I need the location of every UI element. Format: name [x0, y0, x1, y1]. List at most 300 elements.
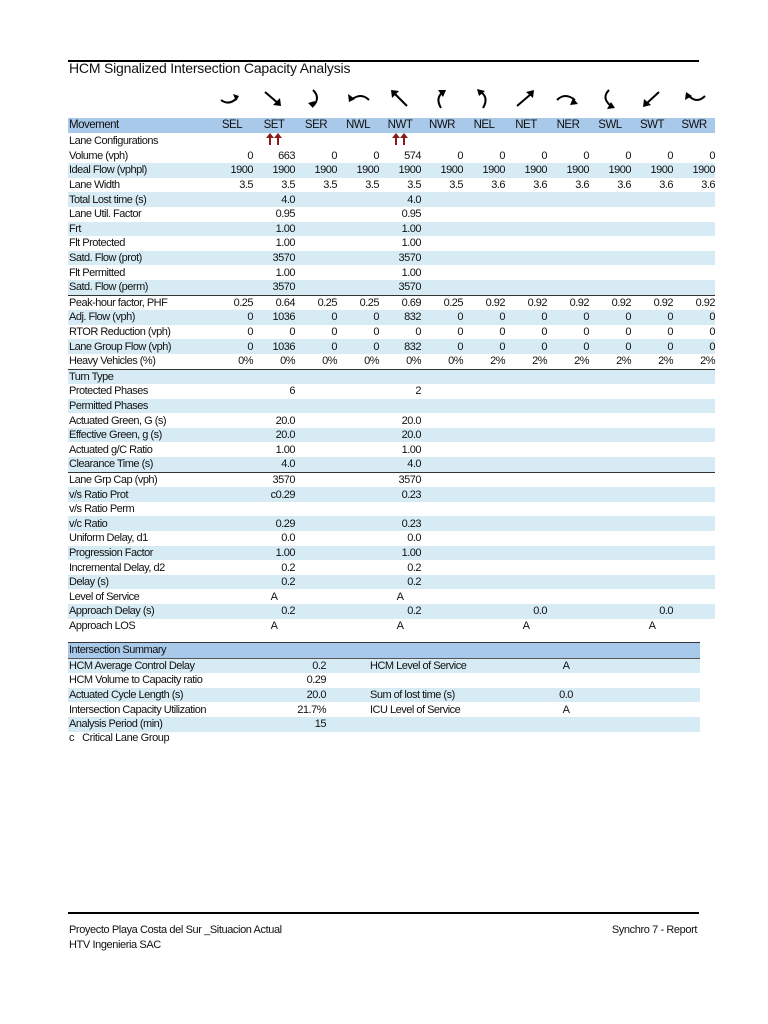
row-label: Incremental Delay, d2	[69, 561, 165, 574]
row-value	[337, 546, 379, 561]
movement-icons-row	[0, 86, 768, 114]
row-value	[673, 546, 715, 561]
table-row	[68, 207, 715, 222]
row-value: 4.0	[253, 457, 295, 472]
row-value	[211, 472, 253, 487]
summary-value: 21.7%	[297, 703, 326, 716]
row-value: 0	[547, 310, 589, 325]
row-value: 0	[247, 149, 253, 162]
row-value: 0	[547, 339, 589, 354]
row-value	[211, 502, 253, 517]
row-value: 1900	[253, 163, 295, 178]
row-value	[673, 280, 715, 295]
row-value	[295, 619, 337, 634]
summary-row	[68, 702, 700, 717]
table-row	[68, 487, 715, 502]
row-value	[337, 384, 379, 399]
row-value	[463, 369, 505, 384]
row-value	[337, 207, 379, 222]
row-value	[631, 265, 673, 280]
page-title: HCM Signalized Intersection Capacity Analysis	[69, 60, 351, 76]
row-value: 0	[421, 310, 463, 325]
lane-config-cell	[379, 133, 421, 149]
summary-label: Actuated Cycle Length (s)	[68, 688, 286, 703]
row-value	[295, 457, 337, 472]
row-label: Lane Width	[69, 179, 120, 192]
row-value: 0	[331, 326, 337, 339]
row-value: 3570	[379, 280, 421, 295]
row-value: 0%	[322, 355, 337, 368]
row-value: 1900	[589, 163, 631, 178]
row-value: 0.92	[505, 295, 547, 310]
row-value	[505, 442, 547, 457]
row-value: A	[522, 619, 530, 632]
row-label: Approach LOS	[69, 619, 136, 632]
footer-software: Synchro 7 - Report	[611, 924, 697, 936]
row-value: 0.2	[379, 575, 421, 590]
movement-column-header: NER	[547, 118, 589, 133]
row-value	[547, 589, 589, 604]
row-value: 0.2	[281, 561, 295, 574]
row-value	[631, 560, 673, 575]
row-value	[421, 560, 463, 575]
row-value: 2	[415, 385, 421, 398]
lane-config-label: Lane Configurations	[69, 134, 158, 147]
row-value	[547, 487, 589, 502]
row-value: 0.29	[253, 516, 295, 531]
row-value	[337, 442, 379, 457]
row-value: 0	[583, 149, 589, 162]
row-value	[673, 589, 715, 604]
row-value: 1.00	[401, 237, 421, 250]
row-value	[211, 560, 253, 575]
summary-gap	[586, 658, 700, 673]
row-value	[211, 487, 253, 502]
row-value	[463, 428, 505, 443]
row-value: 3.5	[323, 179, 337, 192]
row-value	[505, 516, 547, 531]
row-value	[547, 265, 589, 280]
critical-mark: c	[69, 732, 75, 744]
movement-column-header: NEL	[463, 118, 505, 133]
row-value	[211, 251, 253, 266]
row-value	[295, 369, 337, 384]
row-value	[295, 502, 337, 517]
bottom-rule	[68, 912, 699, 914]
row-value	[547, 560, 589, 575]
straight-arrow-icon	[637, 86, 667, 112]
row-value: 3570	[253, 280, 295, 295]
row-value: 832	[379, 310, 421, 325]
row-value	[337, 222, 379, 237]
row-value	[505, 457, 547, 472]
row-value: 0.0	[407, 532, 421, 545]
row-value	[337, 619, 379, 634]
row-value: 0	[499, 149, 505, 162]
row-value	[211, 265, 253, 280]
summary-label: Analysis Period (min)	[68, 717, 286, 732]
row-value	[421, 531, 463, 546]
row-value	[211, 575, 253, 590]
row-value	[421, 604, 463, 619]
row-value	[673, 236, 715, 251]
row-value	[547, 413, 589, 428]
row-value: 0	[589, 339, 631, 354]
movement-column-header: SWT	[631, 118, 673, 133]
row-value	[421, 207, 463, 222]
table-row	[68, 280, 715, 295]
movement-column-header: NWR	[421, 118, 463, 133]
movement-column-header: SWL	[589, 118, 631, 133]
row-value: 1.00	[275, 266, 295, 279]
row-value	[211, 428, 253, 443]
row-value	[337, 487, 379, 502]
row-value	[421, 428, 463, 443]
row-value	[421, 457, 463, 472]
row-value	[631, 399, 673, 414]
lane-config-cell	[295, 133, 337, 149]
row-value: 0	[211, 339, 253, 354]
row-value	[337, 502, 379, 517]
movement-header-row	[68, 118, 715, 133]
row-value	[589, 251, 631, 266]
table-row	[68, 265, 715, 280]
row-value: 1900	[631, 163, 673, 178]
row-value	[421, 472, 463, 487]
row-value	[547, 280, 589, 295]
row-value: 1.00	[379, 546, 421, 561]
row-value	[421, 236, 463, 251]
row-value: 0	[505, 310, 547, 325]
row-label: Lane Grp Cap (vph)	[68, 472, 211, 487]
row-value: 4.0	[379, 192, 421, 207]
row-value	[463, 619, 505, 634]
row-value	[547, 546, 589, 561]
row-value: 20.0	[401, 414, 421, 427]
table-row	[68, 442, 715, 457]
row-value	[295, 399, 337, 414]
row-value: 0	[415, 326, 421, 339]
summary-value: 0.0	[546, 688, 586, 703]
summary-value: A	[546, 658, 586, 673]
row-value: A	[396, 619, 404, 632]
row-value	[421, 546, 463, 561]
row-value	[673, 251, 715, 266]
row-value: c0.29	[253, 487, 295, 502]
summary-row	[68, 658, 700, 673]
row-label: v/c Ratio	[68, 516, 211, 531]
row-value: 1036	[253, 310, 295, 325]
row-value	[505, 192, 547, 207]
table-row	[68, 502, 715, 517]
row-value	[295, 546, 337, 561]
row-value: 3.6	[701, 179, 715, 192]
row-value	[673, 265, 715, 280]
row-value	[673, 575, 715, 590]
row-value	[463, 487, 505, 502]
row-value	[589, 442, 631, 457]
row-value	[295, 531, 337, 546]
row-value: 1900	[379, 163, 421, 178]
row-value: 3.5	[281, 179, 295, 192]
row-value: 0.92	[463, 295, 505, 310]
table-row	[68, 339, 715, 354]
turn-left-arrow-icon	[595, 86, 625, 112]
table-row	[68, 516, 715, 531]
row-value	[547, 399, 589, 414]
row-value	[463, 399, 505, 414]
row-label: Actuated g/C Ratio	[69, 443, 153, 456]
turn-right-arrow-icon	[553, 86, 583, 112]
row-value	[211, 604, 253, 619]
row-label: Frt	[68, 222, 211, 237]
lane-config-cell	[463, 133, 505, 149]
row-value: 1.00	[275, 237, 295, 250]
row-value: 3570	[379, 472, 421, 487]
row-value	[295, 575, 337, 590]
row-value	[547, 531, 589, 546]
row-value: 3570	[379, 251, 421, 266]
turn-left-arrow-icon	[343, 86, 373, 112]
table-row	[68, 413, 715, 428]
row-value	[505, 265, 547, 280]
row-value: 0	[541, 326, 547, 339]
lane-config-cell	[589, 133, 631, 149]
row-value	[211, 369, 253, 384]
row-label: Level of Service	[69, 590, 140, 603]
table-row	[68, 604, 715, 619]
row-value	[295, 487, 337, 502]
row-value: 2%	[616, 355, 631, 368]
row-value: 0	[625, 326, 631, 339]
row-value	[211, 399, 253, 414]
row-value: 574	[404, 149, 421, 162]
row-value	[673, 442, 715, 457]
row-value: 0.23	[379, 487, 421, 502]
table-row	[68, 149, 715, 164]
row-value	[673, 487, 715, 502]
row-label: Protected Phases	[69, 385, 148, 398]
row-value: 0	[463, 339, 505, 354]
row-value	[547, 442, 589, 457]
row-value	[505, 413, 547, 428]
row-value	[505, 236, 547, 251]
table-row	[68, 575, 715, 590]
row-label: Actuated Green, G (s)	[69, 414, 167, 427]
row-value: 3.6	[659, 179, 673, 192]
row-label: RTOR Reduction (vph)	[69, 326, 171, 339]
row-value	[673, 192, 715, 207]
row-value: 1900	[421, 163, 463, 178]
row-value	[337, 192, 379, 207]
table-row	[68, 163, 715, 178]
row-value	[505, 546, 547, 561]
row-value	[673, 516, 715, 531]
row-value	[421, 413, 463, 428]
row-value	[589, 546, 631, 561]
row-value: 0%	[448, 355, 463, 368]
intersection-summary-table	[68, 642, 700, 732]
row-label: Approach Delay (s)	[68, 604, 211, 619]
movement-column-header: SER	[295, 118, 337, 133]
row-value: 0	[709, 149, 715, 162]
row-value: 0.64	[253, 295, 295, 310]
row-value	[589, 265, 631, 280]
row-value	[463, 502, 505, 517]
row-value	[211, 516, 253, 531]
row-value: 1.00	[401, 266, 421, 279]
row-value: 2%	[532, 355, 547, 368]
row-value	[421, 442, 463, 457]
row-value	[421, 222, 463, 237]
row-value	[631, 280, 673, 295]
row-value: 3.5	[239, 179, 253, 192]
row-value	[505, 560, 547, 575]
row-value	[421, 575, 463, 590]
lane-config-cell	[421, 133, 463, 149]
row-value	[337, 457, 379, 472]
lane-config-cell	[505, 133, 547, 149]
row-label: Uniform Delay, d1	[69, 532, 148, 545]
row-value	[631, 442, 673, 457]
lane-config-cell	[211, 133, 253, 149]
row-value	[547, 384, 589, 399]
lane-config-cell	[631, 133, 673, 149]
row-value	[505, 472, 547, 487]
row-value	[631, 236, 673, 251]
row-value	[589, 589, 631, 604]
row-value: 0	[373, 326, 379, 339]
row-value: 1.00	[401, 443, 421, 456]
table-row	[68, 354, 715, 369]
row-value: 3.5	[407, 179, 421, 192]
row-value	[463, 575, 505, 590]
row-value: 3.6	[491, 179, 505, 192]
row-value	[211, 413, 253, 428]
row-value	[505, 575, 547, 590]
row-label: Flt Protected	[69, 237, 125, 250]
row-value	[463, 457, 505, 472]
row-value	[631, 472, 673, 487]
row-value: 0.0	[631, 604, 673, 619]
row-value	[421, 399, 463, 414]
table-row	[68, 457, 715, 472]
row-value	[421, 502, 463, 517]
row-value	[505, 487, 547, 502]
row-value	[463, 251, 505, 266]
row-value	[295, 207, 337, 222]
row-value: 20.0	[253, 428, 295, 443]
row-value: 20.0	[379, 428, 421, 443]
row-value	[463, 207, 505, 222]
row-value	[463, 604, 505, 619]
row-value	[463, 222, 505, 237]
row-value	[463, 589, 505, 604]
row-value	[463, 236, 505, 251]
summary-gap	[326, 702, 370, 717]
lane-config-cell	[547, 133, 589, 149]
row-label: Lane Util. Factor	[69, 208, 142, 221]
summary-value: 0.29	[306, 674, 326, 687]
table-row	[68, 589, 715, 604]
row-value	[295, 413, 337, 428]
row-value	[631, 384, 673, 399]
row-value: 1036	[253, 339, 295, 354]
row-value	[673, 619, 715, 634]
row-value	[547, 192, 589, 207]
summary-gap	[326, 658, 370, 673]
table-row	[68, 619, 715, 634]
row-label: Satd. Flow (perm)	[68, 280, 211, 295]
row-value	[421, 369, 463, 384]
summary-label	[370, 717, 546, 732]
row-value: 0	[583, 326, 589, 339]
movement-column-header: SEL	[211, 118, 253, 133]
row-value	[463, 546, 505, 561]
row-value	[421, 384, 463, 399]
summary-label	[370, 673, 546, 688]
row-value	[673, 560, 715, 575]
row-value	[589, 399, 631, 414]
row-value: 0.25	[421, 295, 463, 310]
table-row	[68, 251, 715, 266]
row-value: 1.00	[253, 546, 295, 561]
summary-label: Sum of lost time (s)	[370, 688, 546, 703]
row-label: Adj. Flow (vph)	[68, 310, 211, 325]
row-value	[631, 502, 673, 517]
table-row	[68, 295, 715, 310]
row-value	[505, 207, 547, 222]
row-value	[631, 251, 673, 266]
row-value: 0%	[280, 355, 295, 368]
row-value	[505, 428, 547, 443]
row-value: 0	[247, 326, 253, 339]
row-value	[295, 384, 337, 399]
row-value	[463, 280, 505, 295]
row-value	[673, 413, 715, 428]
summary-header-row	[68, 643, 700, 659]
row-value: 0	[667, 149, 673, 162]
row-value	[463, 265, 505, 280]
row-value	[337, 516, 379, 531]
row-value	[211, 442, 253, 457]
row-value	[295, 192, 337, 207]
row-value	[211, 236, 253, 251]
turn-right-arrow-icon	[427, 86, 457, 112]
row-value	[211, 384, 253, 399]
row-label: Lane Group Flow (vph)	[68, 339, 211, 354]
row-value	[673, 472, 715, 487]
row-value	[547, 222, 589, 237]
row-value	[589, 604, 631, 619]
row-value	[505, 531, 547, 546]
row-value	[589, 457, 631, 472]
movement-label: Movement	[68, 118, 211, 133]
row-value	[589, 369, 631, 384]
row-value: 1900	[211, 163, 253, 178]
row-value	[673, 369, 715, 384]
row-value	[547, 472, 589, 487]
summary-gap	[586, 688, 700, 703]
row-value	[631, 222, 673, 237]
row-label: v/s Ratio Perm	[69, 503, 135, 516]
row-value	[631, 207, 673, 222]
table-row	[68, 560, 715, 575]
row-value: 20.0	[275, 414, 295, 427]
row-value	[295, 236, 337, 251]
row-value	[211, 457, 253, 472]
row-value	[337, 265, 379, 280]
